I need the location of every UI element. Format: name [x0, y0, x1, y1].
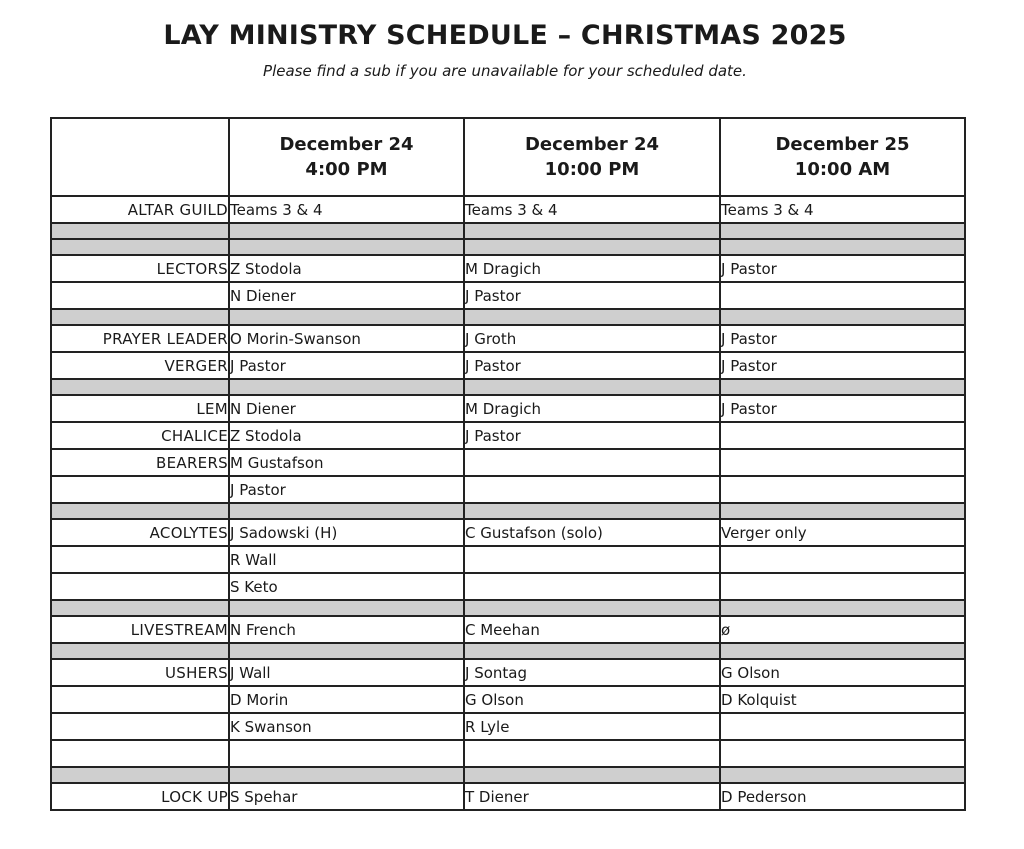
- table-row: [51, 616, 965, 643]
- role-label: [51, 573, 229, 600]
- column-time: 4:00 PM: [305, 159, 388, 180]
- assignment-cell: J Groth: [464, 325, 720, 352]
- role-label: [51, 740, 229, 767]
- separator-row: [51, 503, 965, 519]
- assignment-cell: [464, 546, 720, 573]
- assignment-cell: T Diener: [464, 783, 720, 810]
- separator-cell: [229, 379, 464, 395]
- table-row: [51, 659, 965, 686]
- assignment-cell: [720, 573, 965, 600]
- assignment-cell: D Pederson: [720, 783, 965, 810]
- assignment-cell: [720, 546, 965, 573]
- table-row: [51, 282, 965, 309]
- assignment-cell: [229, 740, 464, 767]
- page-subtitle: Please find a sub if you are unavailable for your scheduled date.: [263, 62, 747, 80]
- table-row: [51, 686, 965, 713]
- separator-cell: [720, 239, 965, 255]
- separator-row: [51, 309, 965, 325]
- assignment-cell: J Pastor: [464, 282, 720, 309]
- assignment-cell: J Pastor: [464, 422, 720, 449]
- separator-row: [51, 223, 965, 239]
- separator-cell: [51, 239, 229, 255]
- assignment-cell: S Keto: [229, 573, 464, 600]
- assignment-cell: Teams 3 & 4: [229, 196, 464, 223]
- table-row: [51, 713, 965, 740]
- role-label: [51, 713, 229, 740]
- header-row: [51, 118, 965, 196]
- assignment-cell: J Pastor: [720, 255, 965, 282]
- column-header: [464, 118, 720, 196]
- assignment-cell: [720, 740, 965, 767]
- table-row: [51, 255, 965, 282]
- role-label: VERGER: [51, 352, 229, 379]
- assignment-cell: S Spehar: [229, 783, 464, 810]
- separator-cell: [51, 643, 229, 659]
- table-row: [51, 325, 965, 352]
- assignment-cell: N Diener: [229, 282, 464, 309]
- column-time: 10:00 PM: [544, 159, 640, 180]
- assignment-cell: O Morin-Swanson: [229, 325, 464, 352]
- separator-row: [51, 239, 965, 255]
- assignment-cell: N Diener: [229, 395, 464, 422]
- assignment-cell: J Pastor: [720, 395, 965, 422]
- role-label: [51, 476, 229, 503]
- separator-cell: [464, 643, 720, 659]
- column-date: December 24: [279, 134, 414, 155]
- assignment-cell: Z Stodola: [229, 255, 464, 282]
- assignment-cell: J Sontag: [464, 659, 720, 686]
- role-label: ACOLYTES: [51, 519, 229, 546]
- separator-cell: [720, 767, 965, 783]
- table-row: [51, 546, 965, 573]
- separator-cell: [464, 223, 720, 239]
- separator-cell: [51, 503, 229, 519]
- assignment-cell: J Wall: [229, 659, 464, 686]
- schedule-body: [51, 118, 965, 810]
- separator-cell: [720, 223, 965, 239]
- separator-cell: [464, 767, 720, 783]
- separator-cell: [464, 239, 720, 255]
- role-label: LIVESTREAM: [51, 616, 229, 643]
- separator-cell: [229, 643, 464, 659]
- separator-cell: [720, 503, 965, 519]
- assignment-cell: D Kolquist: [720, 686, 965, 713]
- assignment-cell: Z Stodola: [229, 422, 464, 449]
- separator-cell: [229, 309, 464, 325]
- separator-row: [51, 379, 965, 395]
- separator-cell: [51, 767, 229, 783]
- role-label: PRAYER LEADER: [51, 325, 229, 352]
- assignment-cell: J Pastor: [720, 352, 965, 379]
- column-header: [229, 118, 464, 196]
- assignment-cell: [720, 449, 965, 476]
- role-label: LECTORS: [51, 255, 229, 282]
- table-row: [51, 783, 965, 810]
- role-label: [51, 282, 229, 309]
- separator-cell: [720, 643, 965, 659]
- assignment-cell: [720, 282, 965, 309]
- table-row: [51, 519, 965, 546]
- assignment-cell: J Pastor: [229, 352, 464, 379]
- assignment-cell: Teams 3 & 4: [464, 196, 720, 223]
- role-label: LOCK UP: [51, 783, 229, 810]
- schedule-table: [50, 117, 966, 811]
- assignment-cell: G Olson: [464, 686, 720, 713]
- role-label: [51, 686, 229, 713]
- separator-cell: [51, 223, 229, 239]
- assignment-cell: N French: [229, 616, 464, 643]
- header-corner-cell: [51, 118, 229, 196]
- separator-cell: [464, 600, 720, 616]
- role-label: LEM: [51, 395, 229, 422]
- separator-cell: [229, 239, 464, 255]
- separator-row: [51, 643, 965, 659]
- assignment-cell: Verger only: [720, 519, 965, 546]
- assignment-cell: [464, 449, 720, 476]
- role-label: USHERS: [51, 659, 229, 686]
- assignment-cell: [720, 713, 965, 740]
- assignment-cell: M Dragich: [464, 255, 720, 282]
- table-row: [51, 740, 965, 767]
- assignment-cell: J Sadowski (H): [229, 519, 464, 546]
- table-row: [51, 196, 965, 223]
- role-label: ALTAR GUILD: [51, 196, 229, 223]
- role-label: [51, 546, 229, 573]
- table-row: [51, 422, 965, 449]
- role-label: BEARERS: [51, 449, 229, 476]
- separator-cell: [720, 600, 965, 616]
- separator-cell: [229, 503, 464, 519]
- separator-cell: [464, 309, 720, 325]
- assignment-cell: ø: [720, 616, 965, 643]
- assignment-cell: [720, 422, 965, 449]
- table-row: [51, 352, 965, 379]
- table-row: [51, 573, 965, 600]
- separator-cell: [51, 309, 229, 325]
- column-header: [720, 118, 965, 196]
- separator-cell: [51, 600, 229, 616]
- separator-cell: [229, 223, 464, 239]
- separator-row: [51, 600, 965, 616]
- assignment-cell: M Dragich: [464, 395, 720, 422]
- assignment-cell: R Wall: [229, 546, 464, 573]
- separator-cell: [51, 379, 229, 395]
- assignment-cell: G Olson: [720, 659, 965, 686]
- assignment-cell: Teams 3 & 4: [720, 196, 965, 223]
- assignment-cell: [464, 476, 720, 503]
- separator-cell: [720, 309, 965, 325]
- role-label: CHALICE: [51, 422, 229, 449]
- table-row: [51, 395, 965, 422]
- assignment-cell: M Gustafson: [229, 449, 464, 476]
- column-date: December 24: [524, 134, 660, 155]
- column-date: December 25: [775, 134, 910, 155]
- assignment-cell: R Lyle: [464, 713, 720, 740]
- assignment-cell: J Pastor: [229, 476, 464, 503]
- assignment-cell: D Morin: [229, 686, 464, 713]
- separator-cell: [229, 767, 464, 783]
- assignment-cell: J Pastor: [464, 352, 720, 379]
- separator-cell: [464, 379, 720, 395]
- separator-cell: [229, 600, 464, 616]
- assignment-cell: [464, 740, 720, 767]
- page-title: LAY MINISTRY SCHEDULE – CHRISTMAS 2025: [163, 20, 847, 51]
- assignment-cell: C Gustafson (solo): [464, 519, 720, 546]
- column-time: 10:00 AM: [794, 159, 891, 180]
- separator-cell: [464, 503, 720, 519]
- assignment-cell: C Meehan: [464, 616, 720, 643]
- assignment-cell: K Swanson: [229, 713, 464, 740]
- assignment-cell: [720, 476, 965, 503]
- table-row: [51, 449, 965, 476]
- separator-cell: [720, 379, 965, 395]
- separator-row: [51, 767, 965, 783]
- assignment-cell: [464, 573, 720, 600]
- table-row: [51, 476, 965, 503]
- assignment-cell: J Pastor: [720, 325, 965, 352]
